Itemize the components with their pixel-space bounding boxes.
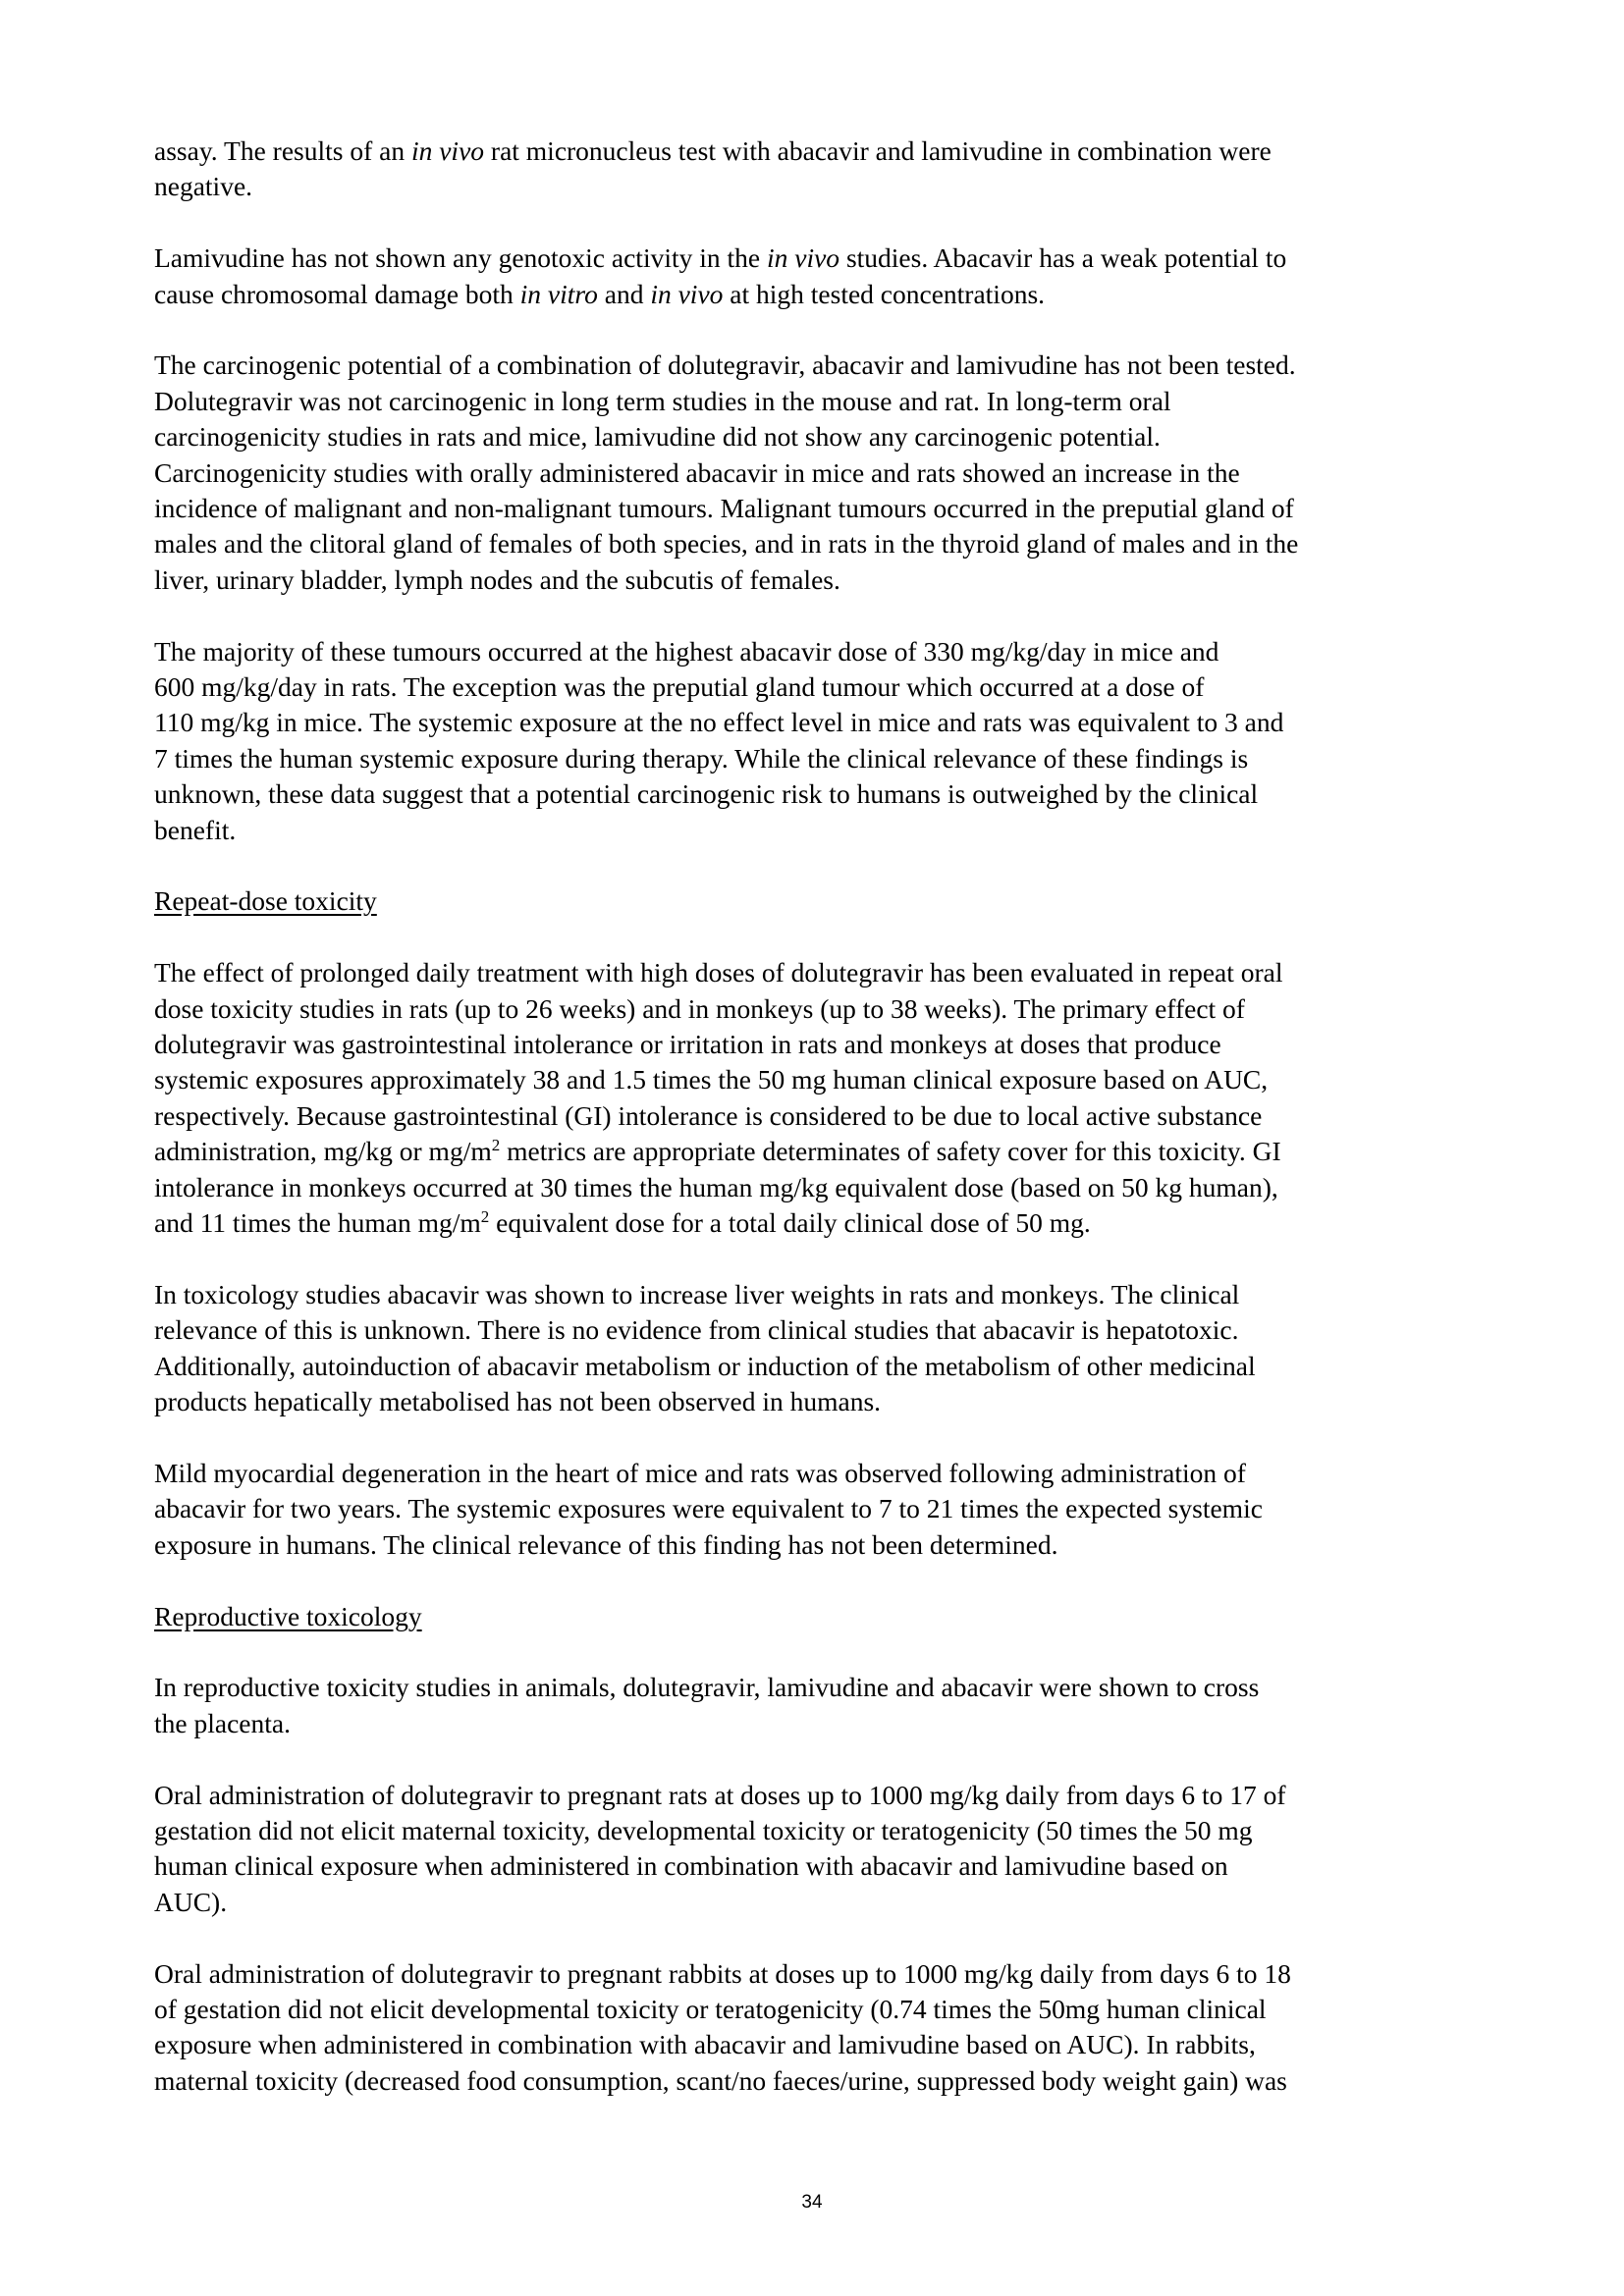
paragraph-genotoxicity-micronucleus bbox=[154, 133, 1450, 205]
paragraph-prolonged-treatment bbox=[154, 955, 1450, 1241]
text-run: Mild myocardial degeneration in the heart of mice and rats was observed following administration of abacavir for two years. The systemic exposures were equivalent to 7 to 21 times the expected systemic exposure in humans. The clinical relevance of this finding has not been determined. bbox=[154, 1457, 1263, 1560]
text-run: at high tested concentrations. bbox=[723, 278, 1046, 309]
text-run: and bbox=[597, 278, 651, 309]
superscript: 2 bbox=[491, 1136, 501, 1155]
text-run: In toxicology studies abacavir was shown to increase liver weights in rats and monkeys. The clinical relevance of this is unknown. There is no evidence from clinical studies that abacavir is hepatotoxic. Additionally, autoinduction of abacavir metabolism or induction of the metabolism of other medicinal products hepatically metabolised has not been observed in humans. bbox=[154, 1278, 1256, 1417]
text-run: Lamivudine has not shown any genotoxic activity in the bbox=[154, 242, 767, 274]
text-run: The carcinogenic potential of a combination of dolutegravir, abacavir and lamivudine has not been tested. Dolutegravir was not carcinogenic in long term studies in the mouse and rat. In long-term oral carcinogenicity studies in rats and mice, lamivudine did not show any carcinogenic potential. Carcinogenicity studies with orally administered abacavir in mice and rats showed an increase in the incidence of malignant and non-malignant tumours. Malignant tumours occurred in the preputial gland of males and the clitoral gland of females of both species, and in rats in the thyroid gland of males and in the liver, urinary bladder, lymph nodes and the subcutis of females. bbox=[154, 349, 1299, 595]
italic-term: in vivo bbox=[410, 135, 485, 166]
text-run: studies. Abacavir has a weak potential to cause chromosomal damage both bbox=[154, 242, 1287, 309]
paragraph-carcinogenic-potential bbox=[154, 347, 1450, 598]
superscript: 2 bbox=[480, 1206, 490, 1226]
paragraph-pregnant-rats bbox=[154, 1778, 1450, 1921]
text-run: Repeat-dose toxicity bbox=[154, 885, 377, 917]
text-run: The effect of prolonged daily treatment with high doses of dolutegravir has been evaluated in repeat oral dose toxicity studies in rats (up to 26 weeks) and in monkeys (up to 38 weeks). The primary effect of dolutegravir was gastrointestinal intolerance or irritation in rats and monkeys at doses that produce systemic exposures approximately 38 and 1.5 times the 50 mg human clinical exposure based on AUC, respectively. Because gastrointestinal (GI) intolerance is considered to be due to local active substance administration, mg/kg or mg/m bbox=[154, 957, 1283, 1167]
text-run: assay. The results of an bbox=[154, 135, 411, 166]
text-run: Oral administration of dolutegravir to pregnant rabbits at doses up to 1000 mg/kg daily from days 6 to 18 of gestation did not elicit developmental toxicity or teratogenicity (0.74 times the 50mg human clinical exposure when administered in combination with abacavir and lamivudine based on AUC). In rabbits, maternal toxicity (decreased food consumption, scant/no faeces/urine, suppressed body weight gain) was bbox=[154, 1957, 1291, 2096]
section-heading-reproductive-toxicology bbox=[154, 1599, 1450, 1634]
text-run: metrics are appropriate determinates of safety cover for this toxicity. GI intolerance in monkeys occurred at 30 times the human mg/kg equivalent dose (based on 50 kg human), and 11 times the human mg/m bbox=[154, 1136, 1281, 1239]
italic-term: in vivo bbox=[650, 278, 724, 309]
paragraph-myocardial-degeneration bbox=[154, 1456, 1450, 1563]
paragraph-pregnant-rabbits bbox=[154, 1956, 1450, 2100]
text-run: The majority of these tumours occurred at the highest abacavir dose of 330 mg/kg/day in mice and 600 mg/kg/day in rats. The exception was the preputial gland tumour which occurred at a dose of 110 mg/kg in mice. The systemic exposure at the no effect level in mice and rats was equivalent to 3 and 7 times the human systemic exposure during therapy. While the clinical relevance of these findings is unknown, these data suggest that a potential carcinogenic risk to humans is outweighed by the clinical benefit. bbox=[154, 635, 1284, 845]
text-run: Oral administration of dolutegravir to pregnant rats at doses up to 1000 mg/kg daily from days 6 to 17 of gestation did not elicit maternal toxicity, developmental toxicity or teratogenicity (50 times the 50 mg human clinical exposure when administered in combination with abacavir and lamivudine based on AUC). bbox=[154, 1779, 1286, 1917]
text-run: Reproductive toxicology bbox=[154, 1600, 422, 1631]
paragraph-placenta bbox=[154, 1670, 1450, 1741]
page-number: 34 bbox=[801, 2192, 823, 2213]
paragraph-liver-weights bbox=[154, 1277, 1450, 1420]
text-run: rat micronucleus test with abacavir and lamivudine in combination were negative. bbox=[154, 135, 1272, 202]
text-run: equivalent dose for a total daily clinical dose of 50 mg. bbox=[489, 1207, 1091, 1239]
italic-term: in vitro bbox=[519, 278, 598, 309]
italic-term: in vivo bbox=[766, 242, 840, 274]
text-run: In reproductive toxicity studies in animals, dolutegravir, lamivudine and abacavir were shown to cross the placenta. bbox=[154, 1672, 1260, 1738]
paragraph-tumour-doses bbox=[154, 634, 1450, 848]
section-heading-repeat-dose-toxicity bbox=[154, 883, 1450, 919]
paragraph-genotoxicity-lamivudine bbox=[154, 240, 1450, 312]
document-body bbox=[154, 133, 1450, 2135]
